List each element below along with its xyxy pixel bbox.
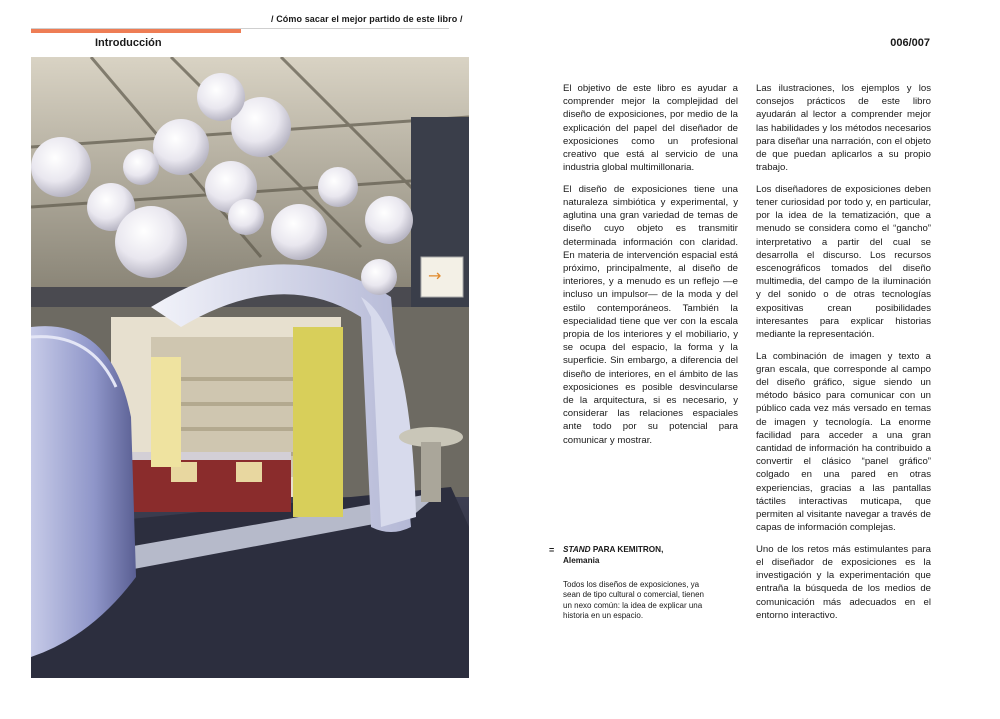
section-title: Introducción — [95, 37, 162, 49]
photo-caption — [549, 545, 713, 622]
caption-title-line2: Alemania — [563, 555, 600, 565]
body-paragraph: La combinación de imagen y texto a gran escala, que corresponde al campo del diseño gráfico, sigue siendo un método básico para comunicar con un público cada vez más versado en temas de imagen y tecnología. La enorme facilidad para acceder a una gran cantidad de información ha contribuido a convertir el clásico “panel gráfico” colgado en una pared en otras experiencias, gracias a las pantallas táctiles interactivas muticapa, que permiten al visitante navegar a través de capas de información complejas. — [756, 350, 931, 534]
running-head: / Cómo sacar el mejor partido de este libro / — [271, 14, 463, 24]
body-column-2 — [756, 82, 931, 630]
body-paragraph: El objetivo de este libro es ayudar a comprender mejor la complejidad del diseño de exposiciones, por medio de la explicación del papel del diseñador de exposiciones como un profesional creativo que está al servicio de una industria global multimillonaria. — [563, 83, 738, 174]
caption-title-italic: STAND — [563, 545, 591, 554]
exhibition-stand-photo — [31, 57, 469, 678]
body-paragraph: Uno de los retos más estimulantes para el diseñador de exposiciones es la investigación y la experimentación que entraña la búsqueda de los medios de comunicación más adecuados en el entorno interactivo. — [756, 543, 931, 621]
body-column-1 — [563, 82, 738, 455]
caption-title-rest: PARA KEMITRON, — [590, 545, 664, 554]
page-number: 006/007 — [890, 37, 930, 49]
direction-sign-arrow: → — [428, 266, 442, 285]
accent-bar — [31, 29, 241, 33]
body-paragraph: Los diseñadores de exposiciones deben tener curiosidad por todo y, en particular, por la idea de la tematización, que a menudo se considera como el “gancho” interpretativo a partir del cual se desarrolla el discurso. Los recursos escenográficos tomados del diseño multimedia, del campo de la iluminación y del sonido o de otras tecnologías expositivas crean posibilidades interesantes para explicar historias mediante la representación. — [756, 183, 931, 341]
caption-title — [563, 545, 713, 566]
caption-text: Todos los diseños de exposiciones, ya sean de tipo cultural o comercial, tienen un nexo común: la idea de explicar una historia en un espacio. — [563, 580, 704, 621]
caption-marker: = — [549, 545, 555, 555]
body-paragraph: El diseño de exposiciones tiene una naturaleza simbiótica y experimental, y aglutina una gran variedad de temas de diseño cuyo objeto es transmitir determinada información con claridad. En materia de intervención espacial está próximo, principalmente, al diseño de interiores, y a menudo es un reflejo —e incluso un impulsor— de la moda y del estilo contemporáneos. También la especialidad tiene que ver con la escala propia de los interiores y el mobiliario, y se ocupa del espacio, la forma y la superficie. Sin embargo, a diferencia del diseño de interiores, en el ámbito de las exposiciones es posible desvincularse de la arquitectura, si es necesario, y considerar las relaciones espaciales ante todo por su potencial para comunicar y mostrar. — [563, 183, 738, 446]
body-paragraph: Las ilustraciones, los ejemplos y los consejos prácticos de este libro ayudarán al lector a comprender mejor las habilidades y los métodos necesarios para diseñar una narración, con el objeto de que puedan aplicarlos a su propio trabajo. — [756, 83, 931, 174]
